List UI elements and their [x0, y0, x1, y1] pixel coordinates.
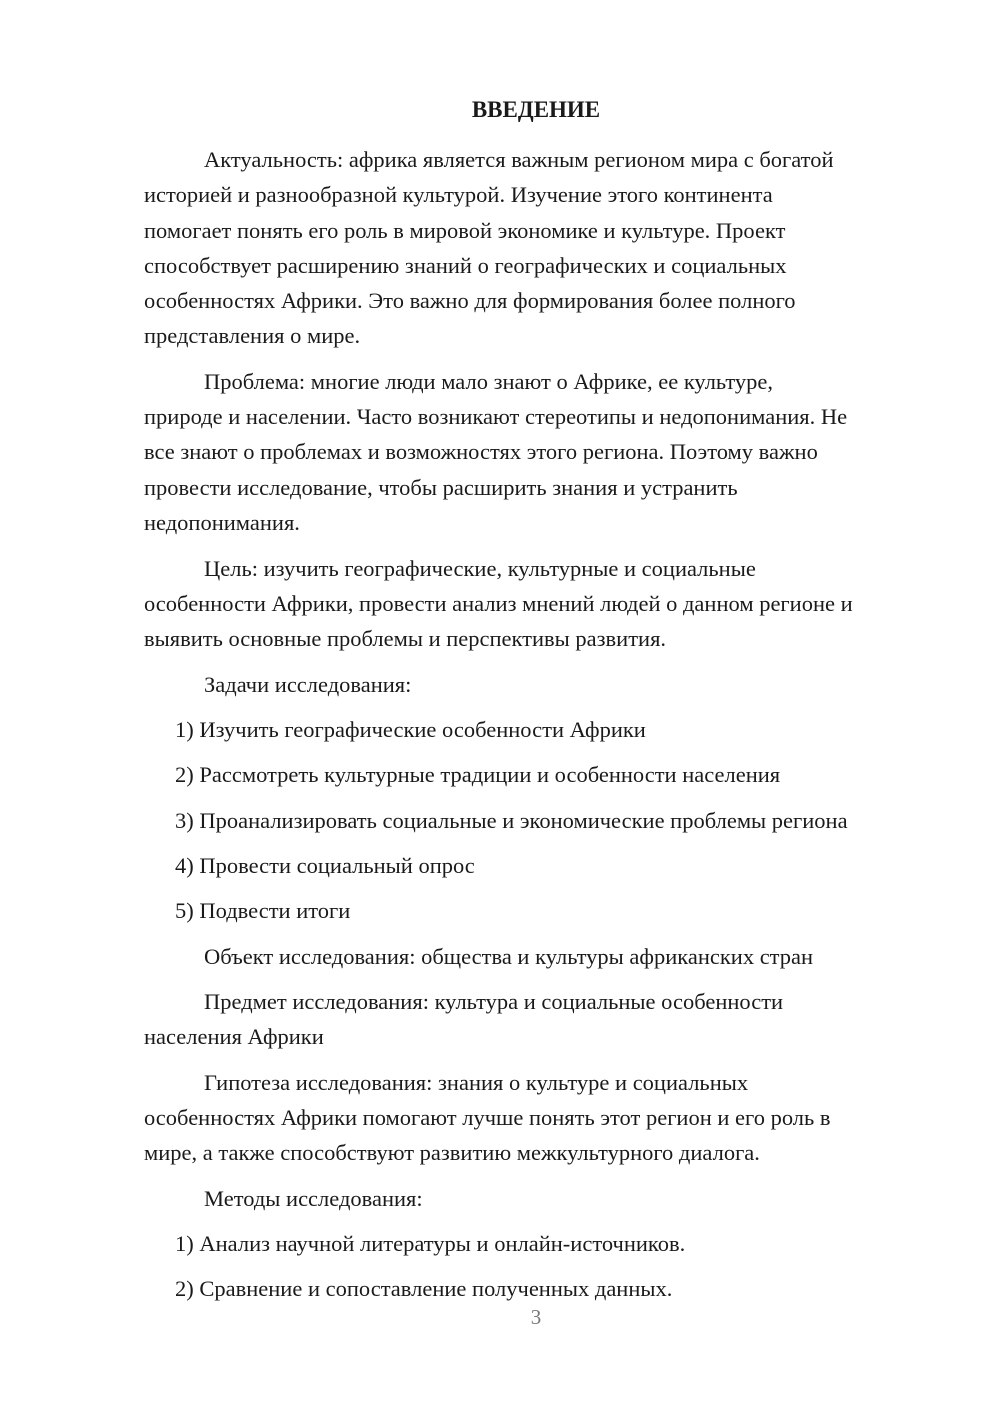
paragraph-line: особенности Африки, провести анализ мнений людей о данном регионе и — [144, 591, 853, 616]
paragraph-line: историей и разнообразной культурой. Изучение этого континента — [144, 182, 773, 207]
methods-heading: Методы исследования: — [204, 1186, 423, 1211]
paragraph-line: недопонимания. — [144, 510, 300, 535]
object-paragraph: Объект исследования: общества и культуры африканских стран — [204, 944, 814, 969]
paragraph-line: все знают о проблемах и возможностях этого региона. Поэтому важно — [144, 439, 818, 464]
page-number: 3 — [530, 1305, 542, 1329]
paragraph-line: помогает понять его роль в мировой экономике и культуре. Проект — [144, 218, 786, 243]
list-item: 1) Анализ научной литературы и онлайн-источников. — [175, 1231, 686, 1256]
paragraph-line: населения Африки — [144, 1024, 324, 1049]
paragraph-line: выявить основные проблемы и перспективы развития. — [144, 626, 667, 651]
paragraph-line: особенностях Африки помогают лучше понять этот регион и его роль в — [144, 1105, 831, 1130]
list-item: 4) Провести социальный опрос — [175, 853, 475, 878]
paragraph-line: Гипотеза исследования: знания о культуре и социальных — [204, 1070, 749, 1095]
paragraph-line: мире, а также способствуют развитию межкультурного диалога. — [144, 1140, 760, 1165]
paragraph-line: природе и населении. Часто возникают стереотипы и недопонимания. Не — [144, 404, 848, 429]
paragraph-line: провести исследование, чтобы расширить знания и устранить — [144, 475, 738, 500]
list-item: 2) Сравнение и сопоставление полученных данных. — [175, 1276, 673, 1301]
paragraph-line: Проблема: многие люди мало знают о Африке, ее культуре, — [204, 369, 773, 394]
paragraph-line: представления о мире. — [144, 323, 361, 348]
paragraph-line: Предмет исследования: культура и социальные особенности — [204, 989, 784, 1014]
list-item: 2) Рассмотреть культурные традиции и особенности населения — [175, 762, 781, 787]
list-item: 5) Подвести итоги — [175, 898, 351, 923]
paragraph-line: Актуальность: африка является важным регионом мира с богатой — [204, 147, 834, 172]
list-item: 1) Изучить географические особенности Африки — [175, 717, 646, 742]
list-item: 3) Проанализировать социальные и экономические проблемы региона — [175, 808, 848, 833]
paragraph-line: способствует расширению знаний о географических и социальных — [144, 253, 787, 278]
paragraph-line: особенностях Африки. Это важно для формирования более полного — [144, 288, 796, 313]
paragraph-line: Цель: изучить географические, культурные и социальные — [204, 556, 756, 581]
page-title: ВВЕДЕНИЕ — [471, 97, 601, 122]
tasks-heading: Задачи исследования: — [204, 672, 412, 697]
